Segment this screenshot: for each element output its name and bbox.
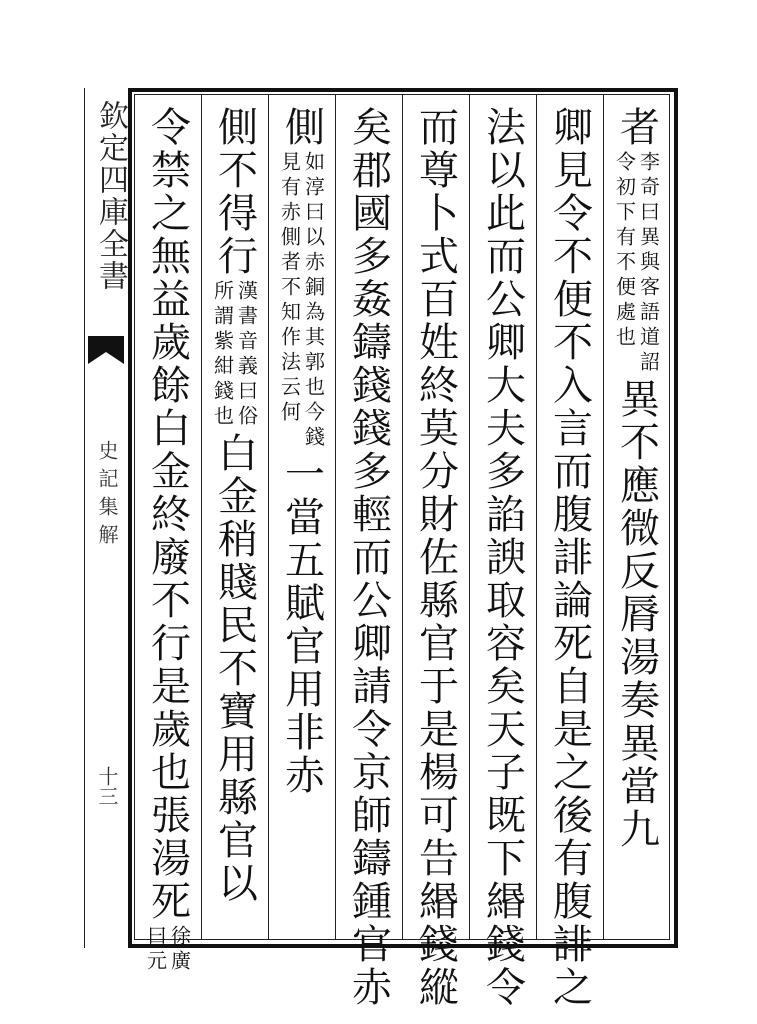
fishtail-mark-icon [86,334,126,374]
text-column [479,106,526,1009]
commentary-line-right: 李奇曰異與客語道詔 [636,151,661,376]
margin-title: 欽定四庫全書 [93,100,128,292]
text-column [279,106,325,936]
text-column [212,106,258,936]
text-column [412,106,459,1009]
column-rule [603,94,604,940]
column-rule [469,94,470,940]
commentary-line-right: 徐廣 [167,925,192,975]
main-text: 令禁之無益歲餘白金終廢不行是歲也張湯死 [144,106,191,923]
main-text: 卿見令不便不入言而腹誹論死自是之後有腹誹之 [546,106,593,1009]
main-text: 異不應微反脣湯奏異當九 [613,378,660,851]
commentary-note [145,925,191,975]
margin-book-title: 史記集解 [95,440,119,552]
main-text: 而尊卜式百姓終莫分財佐縣官于是楊可告緡錢縱 [412,106,459,1009]
text-column [143,106,192,975]
main-text: 白金稍賤民不寶用縣官以 [211,432,258,905]
commentary-note [212,280,258,430]
text-column [546,106,593,1009]
main-text: 矣郡國多姦鑄錢錢多輕而公卿請令京師鑄鍾官赤 [345,106,392,1009]
commentary-line-right: 如淳曰以赤銅為其郭也今錢 [301,151,326,451]
margin-page-number: 十三 [95,766,119,806]
main-text: 一當五賦官用非赤 [278,453,325,797]
main-text: 側 [278,106,325,149]
column-rule [268,94,269,940]
commentary-line-left: 見有赤側者不知作法云何 [277,151,302,426]
commentary-note [279,151,325,451]
commentary-line-left: 曰元 [143,925,168,975]
commentary-line-left: 所謂紫紺錢也 [210,280,235,430]
commentary-note [614,151,660,376]
main-text: 者 [613,106,660,149]
column-rule [536,94,537,940]
column-rule [335,94,336,940]
column-rule [402,94,403,940]
main-text: 側不得行 [211,106,258,278]
text-column [614,106,660,936]
column-rule [201,94,202,940]
commentary-line-right: 漢書音義曰俗 [234,280,259,430]
commentary-line-left: 令初下有不便處也 [612,151,637,351]
text-column [345,106,392,1009]
main-text: 法以此而公卿大夫多諂諛取容矣天子既下緡錢令 [479,106,526,1009]
